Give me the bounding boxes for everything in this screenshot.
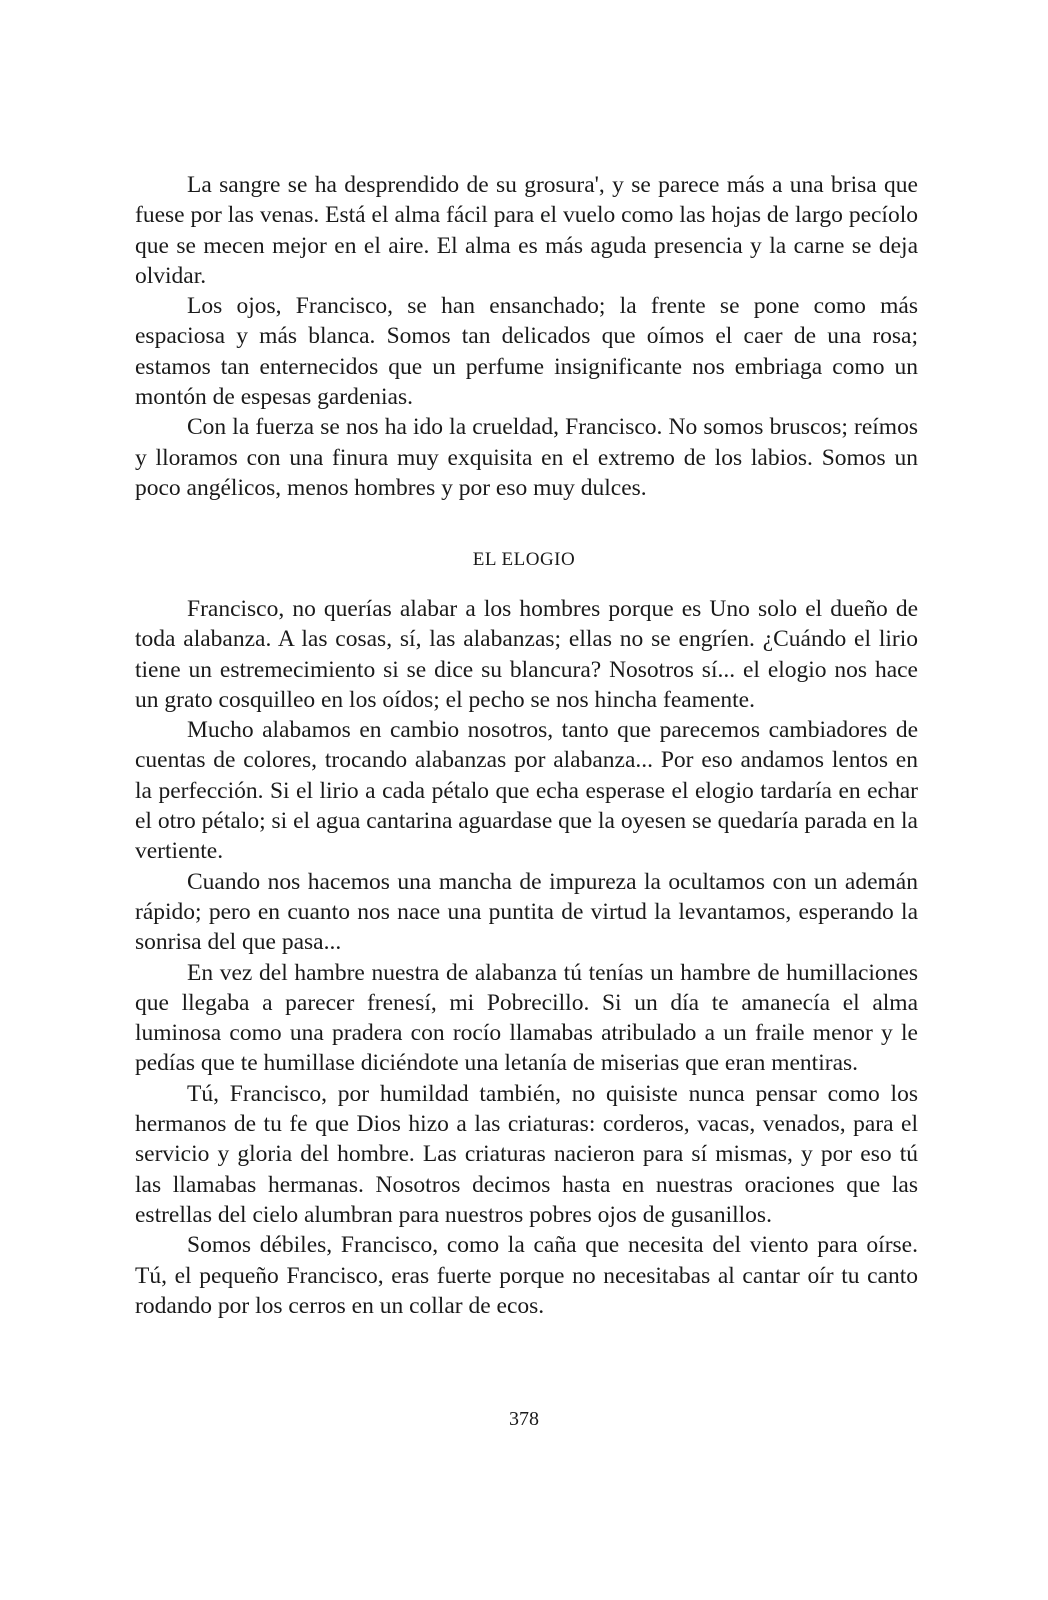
intro-paragraph-3: Con la fuerza se nos ha ido la crueldad, Francisco. No somos bruscos; reímos y lloramos con una finura muy exquisita en el extremo de los labios. Somos un poco angélicos, menos hombres y por eso muy dulces. — [135, 414, 918, 501]
intro-paragraph-2: Los ojos, Francisco, se han ensanchado; la frente se pone como más espaciosa y más blanca. Somos tan delicados que oímos el caer de una rosa; estamos tan enternecidos que un perfume insignificante nos embriaga como un montón de espesas gardenias. — [135, 293, 918, 411]
page-number: 378 — [509, 1408, 539, 1430]
section-paragraph-2: Mucho alabamos en cambio nosotros, tanto que parecemos cambiadores de cuentas de colores, trocando alabanzas por alabanza... Por eso andamos lentos en la perfección. Si el lirio a cada pétalo que echa esperase el elogio tardaría en echar el otro pétalo; si el agua cantarina aguardase que la oyesen se quedaría parada en la vertiente. — [135, 717, 918, 865]
section-paragraph-5: Tú, Francisco, por humildad también, no quisiste nunca pensar como los hermanos de tu fe que Dios hizo a las criaturas: corderos, vacas, venados, para el servicio y gloria del hombre. Las criaturas nacieron para sí mismas, y por eso tú las llamabas hermanas. Nosotros decimos hasta en nuestras oraciones que las estrellas del cielo alumbran para nuestros pobres ojos de gusanillos. — [135, 1080, 918, 1228]
section-title: EL ELOGIO — [472, 549, 576, 570]
section-paragraph-1: Francisco, no querías alabar a los hombres porque es Uno solo el dueño de toda alabanza. A las cosas, sí, las alabanzas; ellas no se engríen. ¿Cuándo el lirio tiene un estremecimiento si se dice su blancura? Nosotros sí... el elogio nos hace un grato cosquilleo en los oídos; el pecho se nos hincha feamente. — [135, 596, 918, 713]
section-text — [135, 594, 918, 1321]
intro-text — [135, 170, 918, 503]
section-paragraph-6: Somos débiles, Francisco, como la caña que necesita del viento para oírse. Tú, el pequeño Francisco, eras fuerte porque no necesitabas al cantar oír tu canto rodando por los cerros en un collar de ecos. — [135, 1232, 918, 1319]
section-paragraph-4: En vez del hambre nuestra de alabanza tú tenías un hambre de humillaciones que llegaba a parecer frenesí, mi Pobrecillo. Si un día te amanecía el alma luminosa como una pradera con rocío llamabas atribulado a un fraile menor y le pedías que te humillase diciéndote una letanía de miserias que eran mentiras. — [135, 959, 918, 1077]
intro-paragraph-1: La sangre se ha desprendido de su grosura', y se parece más a una brisa que fuese por las venas. Está el alma fácil para el vuelo como las hojas de largo pecíolo que se mecen mejor en el aire. El alma es más aguda presencia y la carne se deja olvidar. — [135, 172, 918, 289]
section-paragraph-3: Cuando nos hacemos una mancha de impureza la ocultamos con un ademán rápido; pero en cuanto nos nace una puntita de virtud la levantamos, esperando la sonrisa del que pasa... — [135, 868, 918, 956]
